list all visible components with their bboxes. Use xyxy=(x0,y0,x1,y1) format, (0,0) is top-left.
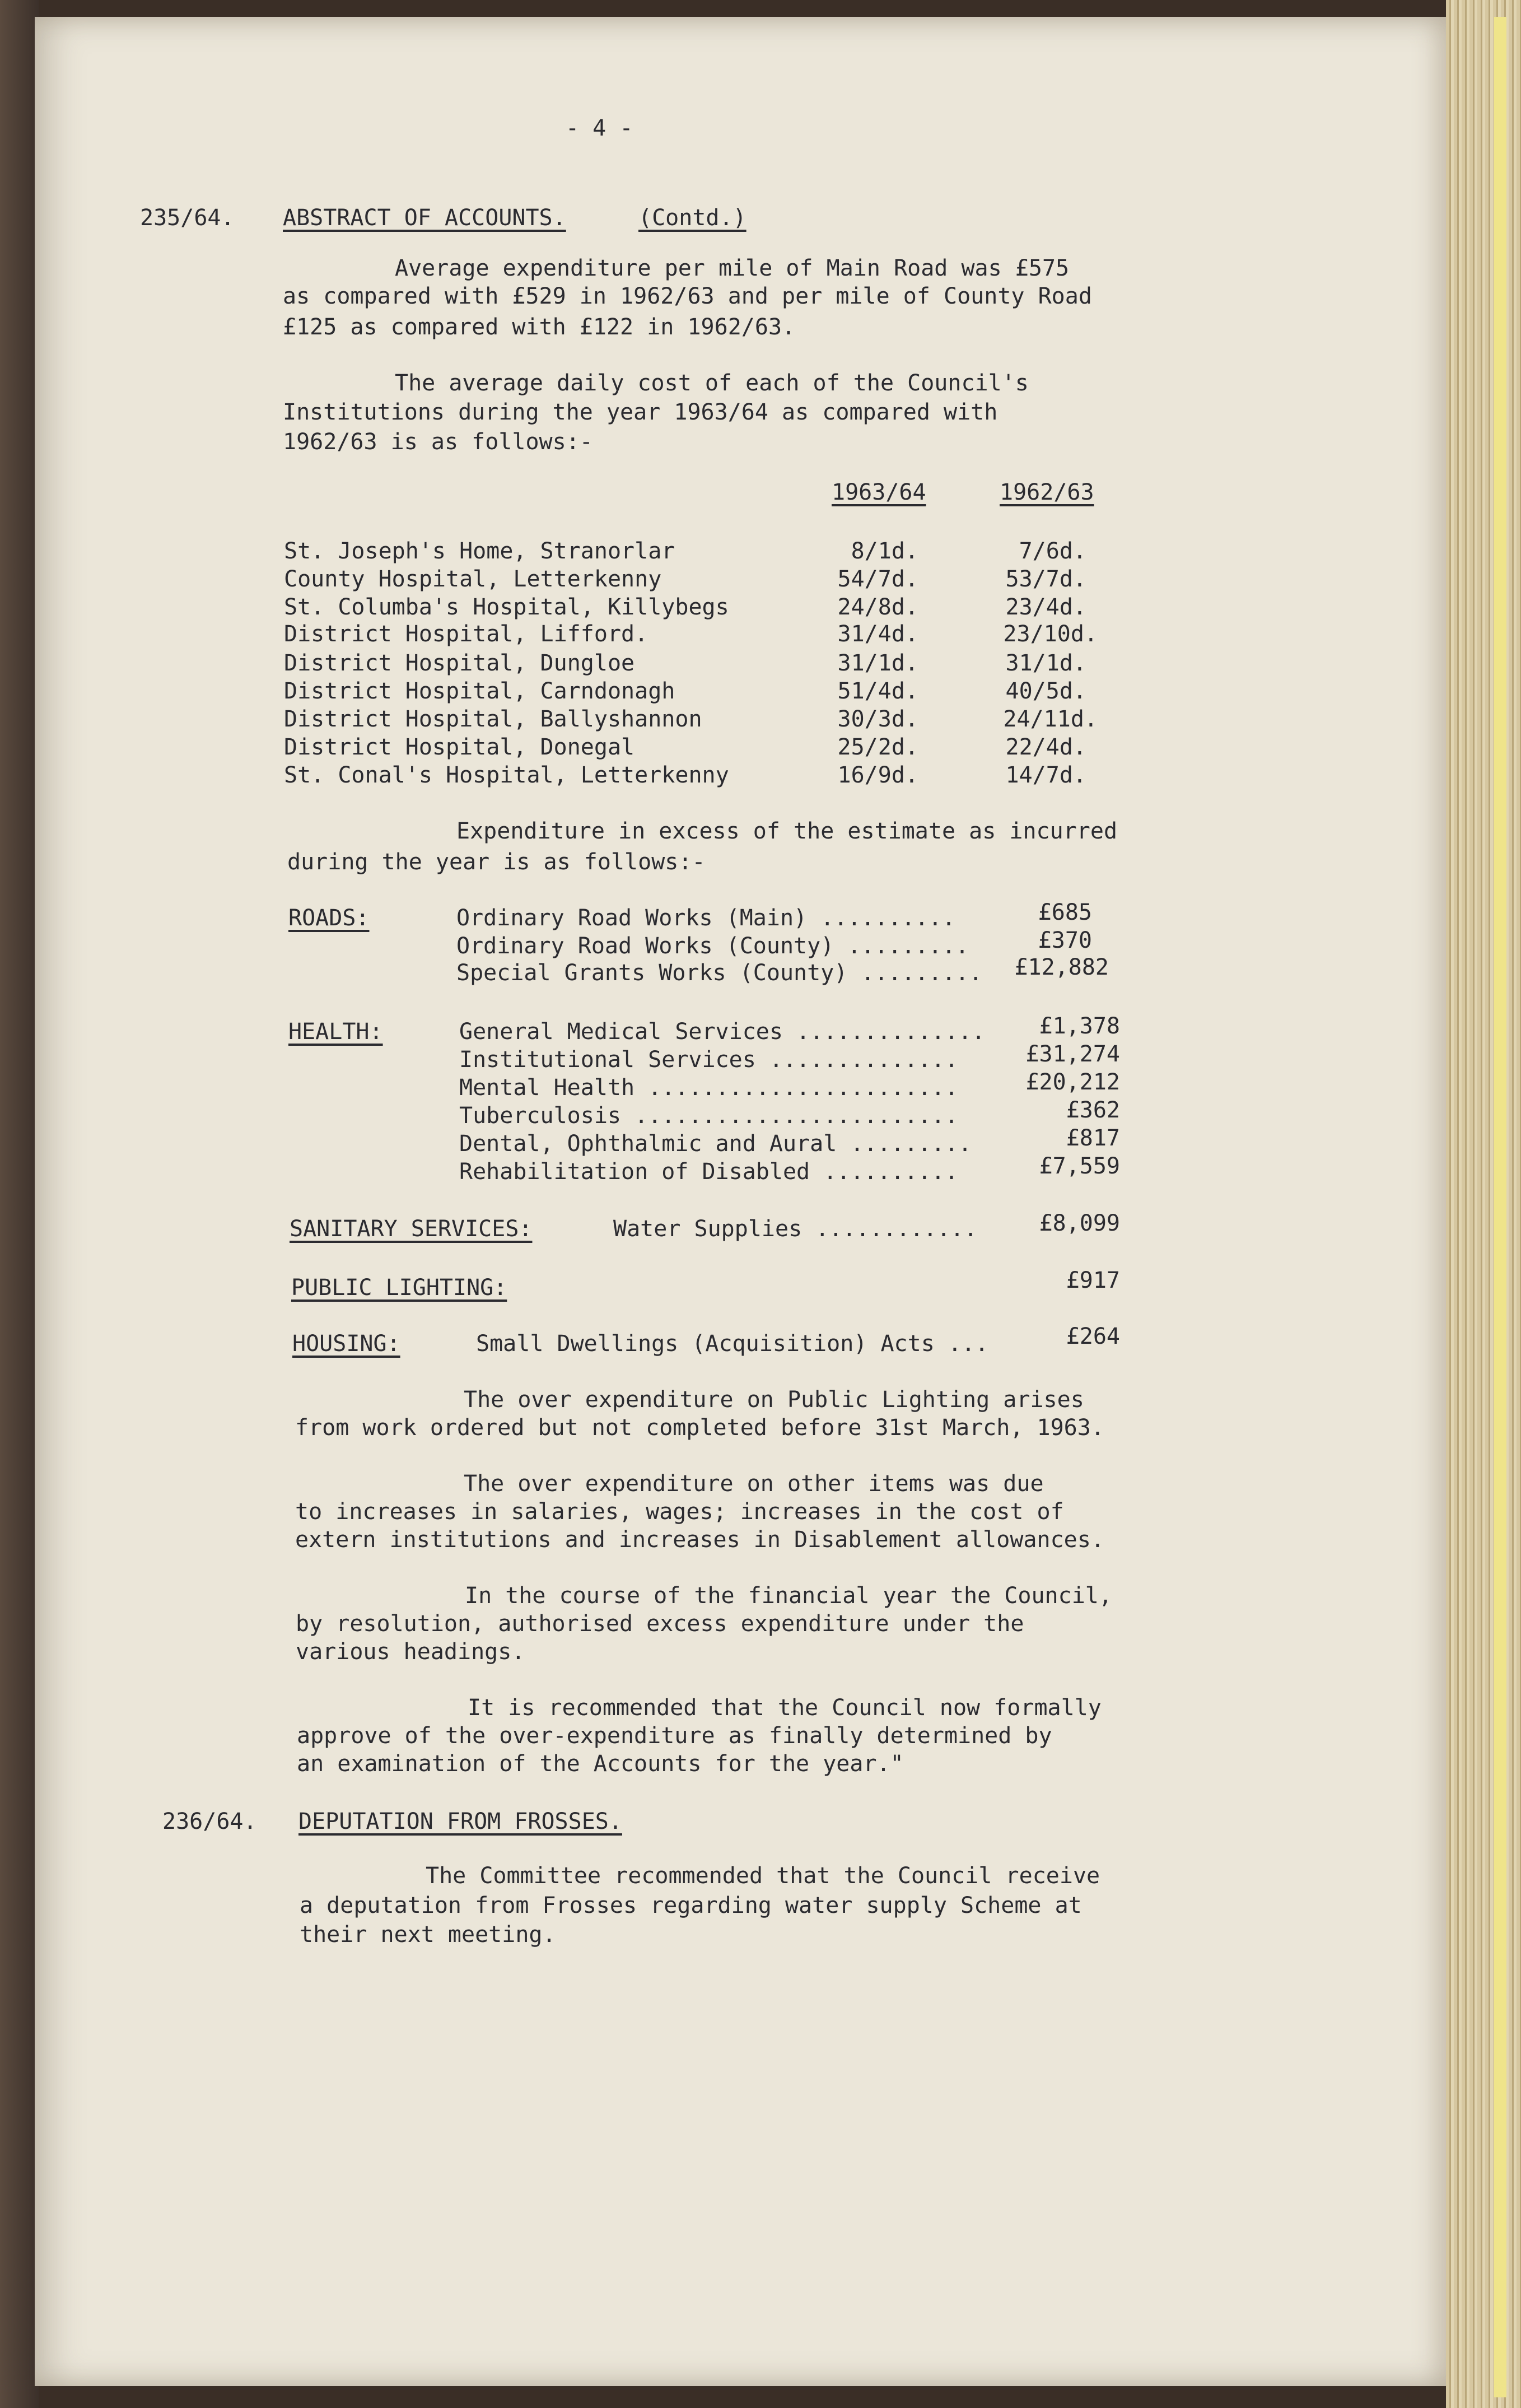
para6-line1: In the course of the financial year the Council, xyxy=(465,1583,1112,1609)
para7-line3: an examination of the Accounts for the year." xyxy=(297,1751,904,1777)
institution-name: St. Conal's Hospital, Letterkenny xyxy=(284,762,729,788)
sanitary-item: Water Supplies ............ xyxy=(613,1216,978,1242)
housing-item: Small Dwellings (Acquisition) Acts ... xyxy=(476,1331,989,1357)
s236-line2: a deputation from Frosses regarding water supply Scheme at xyxy=(300,1893,1082,1918)
health-amount-tb: £362 xyxy=(1066,1097,1120,1123)
health-item-mental: Mental Health ....................... xyxy=(459,1075,959,1101)
cost-1963: 25/2d. xyxy=(837,734,918,760)
institution-name: District Hospital, Carndonagh xyxy=(284,678,675,704)
para5-line2: to increases in salaries, wages; increases in the cost of xyxy=(295,1499,1064,1525)
para1-line3: £125 as compared with £122 in 1962/63. xyxy=(283,314,796,340)
health-item-rehab: Rehabilitation of Disabled .......... xyxy=(459,1159,959,1185)
cost-1962: 23/4d. xyxy=(1005,594,1086,620)
book-binding xyxy=(0,0,39,2408)
s236-line1: The Committee recommended that the Council receive xyxy=(426,1863,1100,1889)
para7-line1: It is recommended that the Council now formally xyxy=(468,1695,1102,1721)
institution-name: St. Joseph's Home, Stranorlar xyxy=(284,538,675,564)
institution-name: District Hospital, Dungloe xyxy=(284,650,635,676)
health-amount-mental: £20,212 xyxy=(1025,1069,1120,1095)
institution-name: District Hospital, Lifford. xyxy=(284,621,648,647)
health-label: HEALTH: xyxy=(288,1019,383,1045)
para6-line3: various headings. xyxy=(296,1639,525,1665)
health-amount-institutional: £31,274 xyxy=(1025,1041,1120,1067)
section-contd: (Contd.) xyxy=(638,205,746,231)
cost-1963: 54/7d. xyxy=(837,566,918,592)
para2-line1: The average daily cost of each of the Council's xyxy=(395,370,1029,396)
sanitary-amount: £8,099 xyxy=(1039,1210,1120,1236)
para5-line3: extern institutions and increases in Disablement allowances. xyxy=(295,1527,1104,1553)
roads-label: ROADS: xyxy=(288,905,370,931)
para2-line3: 1962/63 is as follows:- xyxy=(283,429,593,455)
institution-name: St. Columba's Hospital, Killybegs xyxy=(284,594,729,620)
cost-1962: 7/6d. xyxy=(1019,538,1086,564)
page-number: - 4 - xyxy=(566,115,633,141)
cost-1963: 31/4d. xyxy=(837,621,918,647)
para1-line1: Average expenditure per mile of Main Road was £575 xyxy=(395,255,1070,281)
housing-amount: £264 xyxy=(1066,1324,1120,1349)
para7-line2: approve of the over-expenditure as finally determined by xyxy=(297,1723,1052,1749)
minute-ref-236: 236/64. xyxy=(162,1809,257,1834)
housing-label: HOUSING: xyxy=(292,1331,400,1357)
cost-1962: 14/7d. xyxy=(1005,762,1086,788)
health-item-institutional: Institutional Services .............. xyxy=(459,1047,959,1073)
institution-name: District Hospital, Ballyshannon xyxy=(284,706,702,732)
section-title-236: DEPUTATION FROM FROSSES. xyxy=(298,1809,622,1834)
para1-line2: as compared with £529 in 1962/63 and per mile of County Road xyxy=(283,283,1092,309)
cost-1962: 24/11d. xyxy=(1003,706,1098,732)
health-item-tb: Tuberculosis ........................ xyxy=(459,1103,959,1129)
cost-1963: 24/8d. xyxy=(837,594,918,620)
para3-line2: during the year is as follows:- xyxy=(287,849,706,875)
health-item-dental: Dental, Ophthalmic and Aural ......... xyxy=(459,1131,972,1157)
para3-line1: Expenditure in excess of the estimate as incurred xyxy=(456,818,1118,844)
para6-line2: by resolution, authorised excess expenditure under the xyxy=(296,1611,1024,1637)
para4-line2: from work ordered but not completed before 31st March, 1963. xyxy=(295,1415,1104,1441)
cost-1963: 30/3d. xyxy=(837,706,918,732)
para5-line1: The over expenditure on other items was due xyxy=(464,1471,1044,1497)
institution-name: County Hospital, Letterkenny xyxy=(284,566,662,592)
health-amount-rehab: £7,559 xyxy=(1039,1153,1120,1179)
cost-1962: 23/10d. xyxy=(1003,621,1098,647)
cost-1962: 53/7d. xyxy=(1005,566,1086,592)
institution-name: District Hospital, Donegal xyxy=(284,734,635,760)
table-col-1963: 1963/64 xyxy=(832,479,926,505)
cost-1963: 16/9d. xyxy=(837,762,918,788)
roads-item-county: Ordinary Road Works (County) ......... xyxy=(456,933,969,959)
roads-amount-main: £685 xyxy=(1038,900,1092,925)
table-col-1962: 1962/63 xyxy=(1000,479,1094,505)
health-item-gms: General Medical Services .............. xyxy=(459,1019,986,1045)
sanitary-label: SANITARY SERVICES: xyxy=(290,1216,533,1242)
minute-ref-235: 235/64. xyxy=(140,205,235,231)
page-edges xyxy=(1446,0,1521,2408)
cost-1962: 22/4d. xyxy=(1005,734,1086,760)
roads-amount-special: £12,882 xyxy=(1014,954,1109,980)
roads-item-main: Ordinary Road Works (Main) .......... xyxy=(456,905,956,931)
cost-1963: 51/4d. xyxy=(837,678,918,704)
section-title: ABSTRACT OF ACCOUNTS. xyxy=(283,205,566,231)
cost-1963: 8/1d. xyxy=(851,538,918,564)
roads-item-special: Special Grants Works (County) ......... xyxy=(456,960,983,986)
lighting-label: PUBLIC LIGHTING: xyxy=(291,1275,507,1301)
roads-amount-county: £370 xyxy=(1038,928,1092,953)
cost-1963: 31/1d. xyxy=(837,650,918,676)
lighting-amount: £917 xyxy=(1066,1268,1120,1293)
para2-line2: Institutions during the year 1963/64 as compared with xyxy=(283,399,998,425)
yellow-page-marker xyxy=(1494,17,1506,2397)
s236-line3: their next meeting. xyxy=(300,1922,556,1948)
health-amount-dental: £817 xyxy=(1066,1125,1120,1151)
cost-1962: 31/1d. xyxy=(1005,650,1086,676)
para4-line1: The over expenditure on Public Lighting arises xyxy=(464,1387,1084,1413)
cost-1962: 40/5d. xyxy=(1005,678,1086,704)
health-amount-gms: £1,378 xyxy=(1039,1013,1120,1039)
